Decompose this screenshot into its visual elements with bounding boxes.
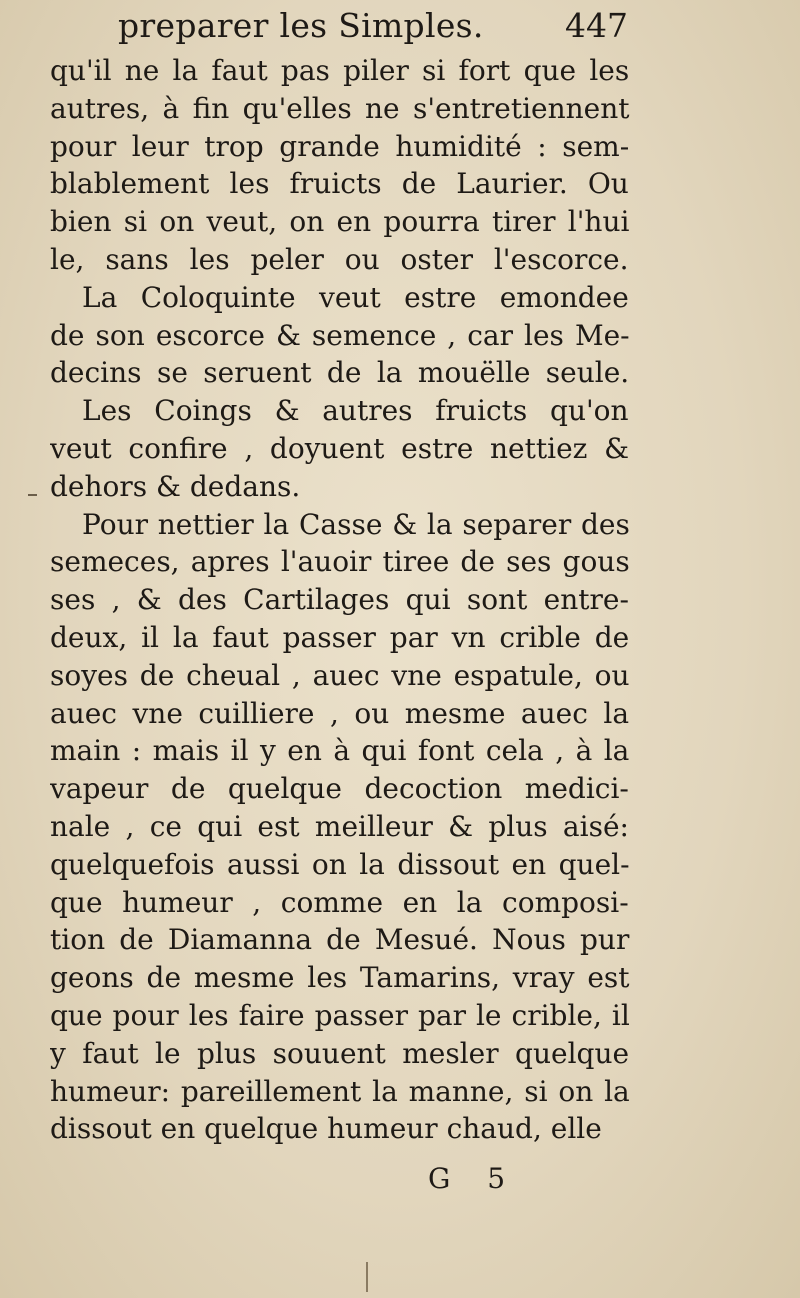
page-header <box>118 6 628 50</box>
text-line: auec vne cuilliere , ou mesme auec la <box>50 696 630 730</box>
page-number: 447 <box>565 6 628 45</box>
text-line: deux, il la faut passer par vn crible de <box>50 620 630 654</box>
text-line: ses , & des Cartilages qui sont entre- <box>50 583 629 617</box>
text-line: nale , ce qui est meilleur & plus aisé: <box>50 809 629 843</box>
text-line: decins se seruent de la mouëlle seule. <box>50 356 630 390</box>
text-line: La Coloquinte veut estre emondee <box>82 280 629 314</box>
text-line: de son escorce & semence , car les Me- <box>50 318 630 352</box>
text-line: le, sans les peler ou oster l'escorce. <box>50 242 629 276</box>
signature-mark: G 5 <box>428 1162 520 1195</box>
margin-mark <box>28 494 37 496</box>
text-line: soyes de cheual , auec vne espatule, ou <box>50 658 630 692</box>
text-line: Pour nettier la Casse & la separer des <box>82 507 630 541</box>
text-line: veut confire , doyuent estre nettiez & <box>50 431 630 465</box>
body-text <box>50 52 630 1148</box>
text-line: vapeur de quelque decoction medici- <box>50 772 629 806</box>
running-head: preparer les Simples. <box>118 6 484 45</box>
text-line: que humeur , comme en la composi- <box>50 885 629 919</box>
text-line: quelquefois aussi on la dissout en quel- <box>50 847 630 881</box>
text-line: semeces, apres l'auoir tiree de ses gous <box>50 545 630 579</box>
text-line: dehors & dedans. <box>50 469 301 503</box>
text-line: Les Coings & autres fruicts qu'on <box>82 394 629 428</box>
gutter-mark <box>366 1262 368 1292</box>
text-line: bien si on veut, on en pourra tirer l'hui <box>50 205 630 239</box>
text-line: que pour les faire passer par le crible, il <box>50 998 630 1032</box>
text-line: pour leur trop grande humidité : sem- <box>50 129 630 163</box>
text-line: autres, à fin qu'elles ne s'entretiennent <box>50 91 630 125</box>
text-line: tion de Diamanna de Mesué. Nous pur <box>50 923 630 957</box>
text-line: blablement les fruicts de Laurier. Ou <box>50 167 629 201</box>
text-line: main : mais il y en à qui font cela , à la <box>50 734 630 768</box>
text-line: dissout en quelque humeur chaud, elle <box>50 1112 602 1146</box>
text-line: humeur: pareillement la manne, si on la <box>50 1074 630 1108</box>
text-line: geons de mesme les Tamarins, vray est <box>50 961 630 995</box>
text-line: qu'il ne la faut pas piler si fort que les <box>50 54 630 87</box>
text-line: y faut le plus souuent mesler quelque <box>50 1036 630 1070</box>
